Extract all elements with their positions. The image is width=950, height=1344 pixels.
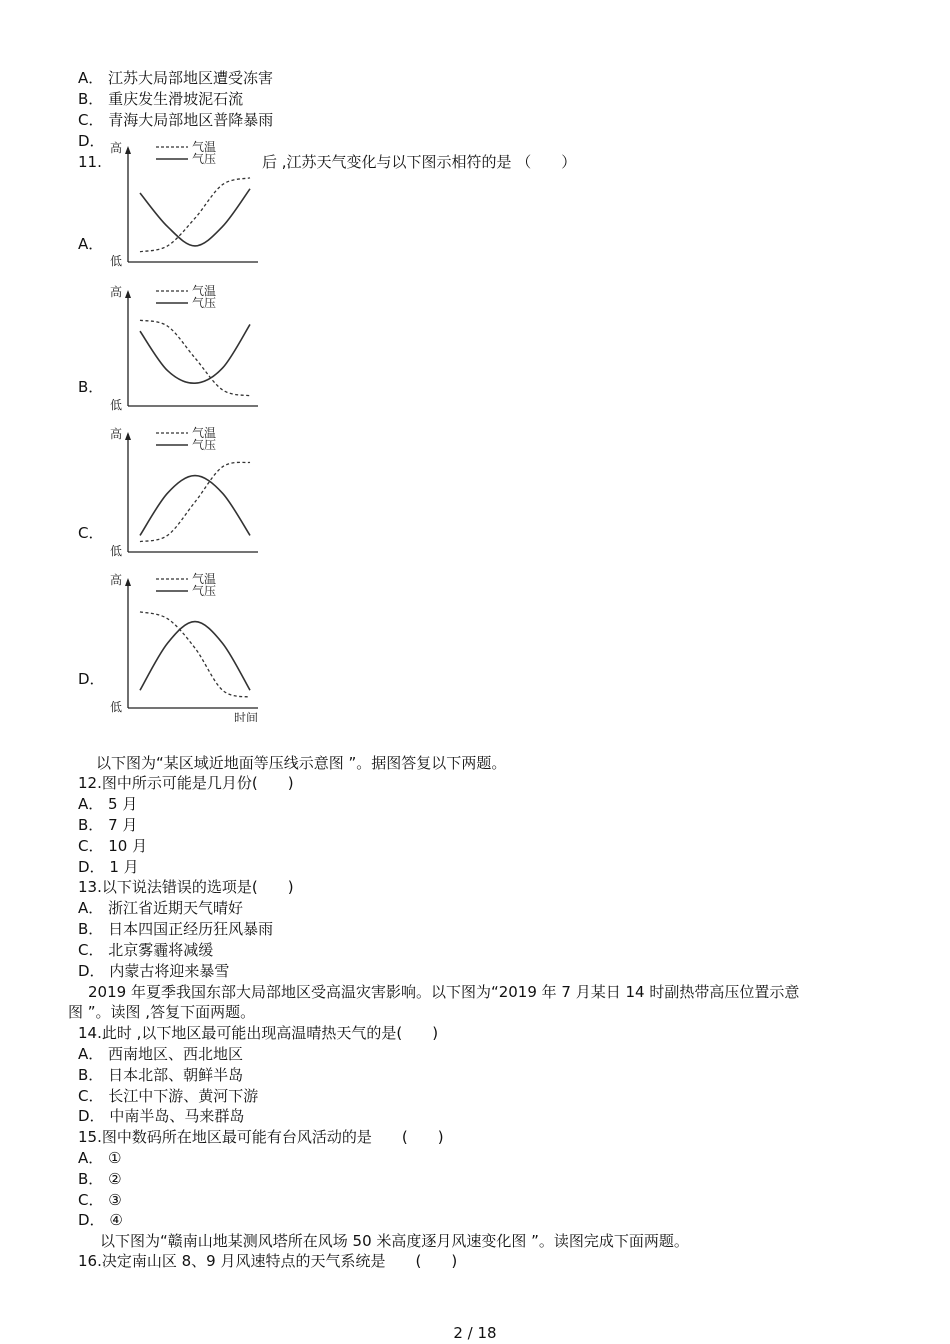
- q10-option-c: C． 青海大局部地区普降暴雨: [78, 111, 274, 129]
- x-label-time: 时间: [234, 711, 259, 722]
- q14-option-c: C． 长江中下游、黄河下游: [78, 1087, 259, 1105]
- q13-option-d: D． 内蒙古将迎来暴雪: [78, 962, 230, 980]
- q13-option-b: B． 日本四国正经历狂风暴雨: [78, 920, 274, 938]
- intro-12-13: 以下图为“某区域近地面等压线示意图 ”。据图答复以下两题。: [96, 754, 507, 772]
- y-label-low: 低: [110, 700, 123, 714]
- page-number: 2 / 18: [453, 1324, 497, 1342]
- q12-option-b: B． 7 月: [78, 816, 138, 834]
- pressure-line: [140, 324, 250, 383]
- q12-stem: 12.图中所示可能是几月份( ): [78, 774, 294, 792]
- q10-option-d: D．: [78, 132, 105, 150]
- legend-pressure-label: 气压: [192, 296, 217, 310]
- intro-14-15-line2: 图 ”。读图 ,答复下面两题。: [68, 1003, 256, 1021]
- q15-option-c: C． ③: [78, 1191, 122, 1209]
- q12-option-a: A． 5 月: [78, 795, 138, 813]
- y-axis-arrow: [125, 578, 131, 586]
- q15-stem: 15.图中数码所在地区最可能有台风活动的是 ( ): [78, 1128, 444, 1146]
- y-axis-arrow: [125, 290, 131, 298]
- q10-option-b: B． 重庆发生滑坡泥石流: [78, 90, 244, 108]
- pressure-line: [140, 476, 250, 536]
- q11-stem: 后 ,江苏天气变化与以下图示相符的是 （ ）: [262, 153, 577, 171]
- legend-temp-label: 气温: [192, 572, 217, 586]
- q15-option-a: A． ①: [78, 1149, 122, 1167]
- temperature-line: [140, 612, 250, 697]
- q14-option-a: A． 西南地区、西北地区: [78, 1045, 244, 1063]
- q11-option-c-label: C．: [78, 524, 104, 542]
- q14-option-d: D． 中南半岛、马来群岛: [78, 1107, 245, 1125]
- y-label-high: 高: [110, 141, 123, 155]
- legend-temp-label: 气温: [192, 284, 217, 298]
- y-label-low: 低: [110, 544, 123, 558]
- y-label-high: 高: [110, 427, 123, 441]
- legend-pressure-label: 气压: [192, 152, 217, 166]
- y-label-low: 低: [110, 398, 123, 412]
- y-axis-arrow: [125, 432, 131, 440]
- q13-option-c: C． 北京雾霾将减缓: [78, 941, 214, 959]
- q11-option-d-label: D．: [78, 670, 105, 688]
- chart-option-d: [108, 566, 264, 722]
- q13-option-a: A． 浙江省近期天气晴好: [78, 899, 244, 917]
- q11-option-a-label: A．: [78, 235, 104, 253]
- q12-option-c: C． 10 月: [78, 837, 148, 855]
- q11-option-b-label: B．: [78, 378, 104, 396]
- legend-temp-label: 气温: [192, 140, 217, 154]
- chart-option-a: [108, 134, 264, 276]
- y-label-low: 低: [110, 254, 123, 268]
- pressure-line: [140, 622, 250, 691]
- q13-stem: 13.以下说法错误的选项是( ): [78, 878, 294, 896]
- temperature-line: [140, 462, 250, 541]
- y-label-high: 高: [110, 285, 123, 299]
- intro-14-15-line1: 2019 年夏季我国东部大局部地区受高温灾害影响。以下图为“2019 年 7 月某日 14 时副热带高压位置示意: [88, 983, 800, 1001]
- legend-pressure-label: 气压: [192, 438, 217, 452]
- q14-stem: 14.此时 ,以下地区最可能出现高温晴热天气的是( ): [78, 1024, 439, 1042]
- chart-option-b: [108, 278, 264, 420]
- q14-option-b: B． 日本北部、朝鲜半岛: [78, 1066, 244, 1084]
- q12-option-d: D． 1 月: [78, 858, 139, 876]
- q10-option-a: A． 江苏大局部地区遭受冻害: [78, 69, 274, 87]
- q16-stem: 16.决定南山区 8、9 月风速特点的天气系统是 ( ): [78, 1252, 458, 1270]
- q15-option-b: B． ②: [78, 1170, 122, 1188]
- legend-temp-label: 气温: [192, 426, 217, 440]
- y-label-high: 高: [110, 573, 123, 587]
- q15-option-d: D． ④: [78, 1211, 123, 1229]
- chart-option-c: [108, 420, 264, 566]
- q11-number: 11.: [78, 153, 102, 171]
- legend-pressure-label: 气压: [192, 584, 217, 598]
- intro-16: 以下图为“赣南山地某测风塔所在风场 50 米高度逐月风速变化图 ”。读图完成下面两题。: [100, 1232, 689, 1250]
- y-axis-arrow: [125, 146, 131, 154]
